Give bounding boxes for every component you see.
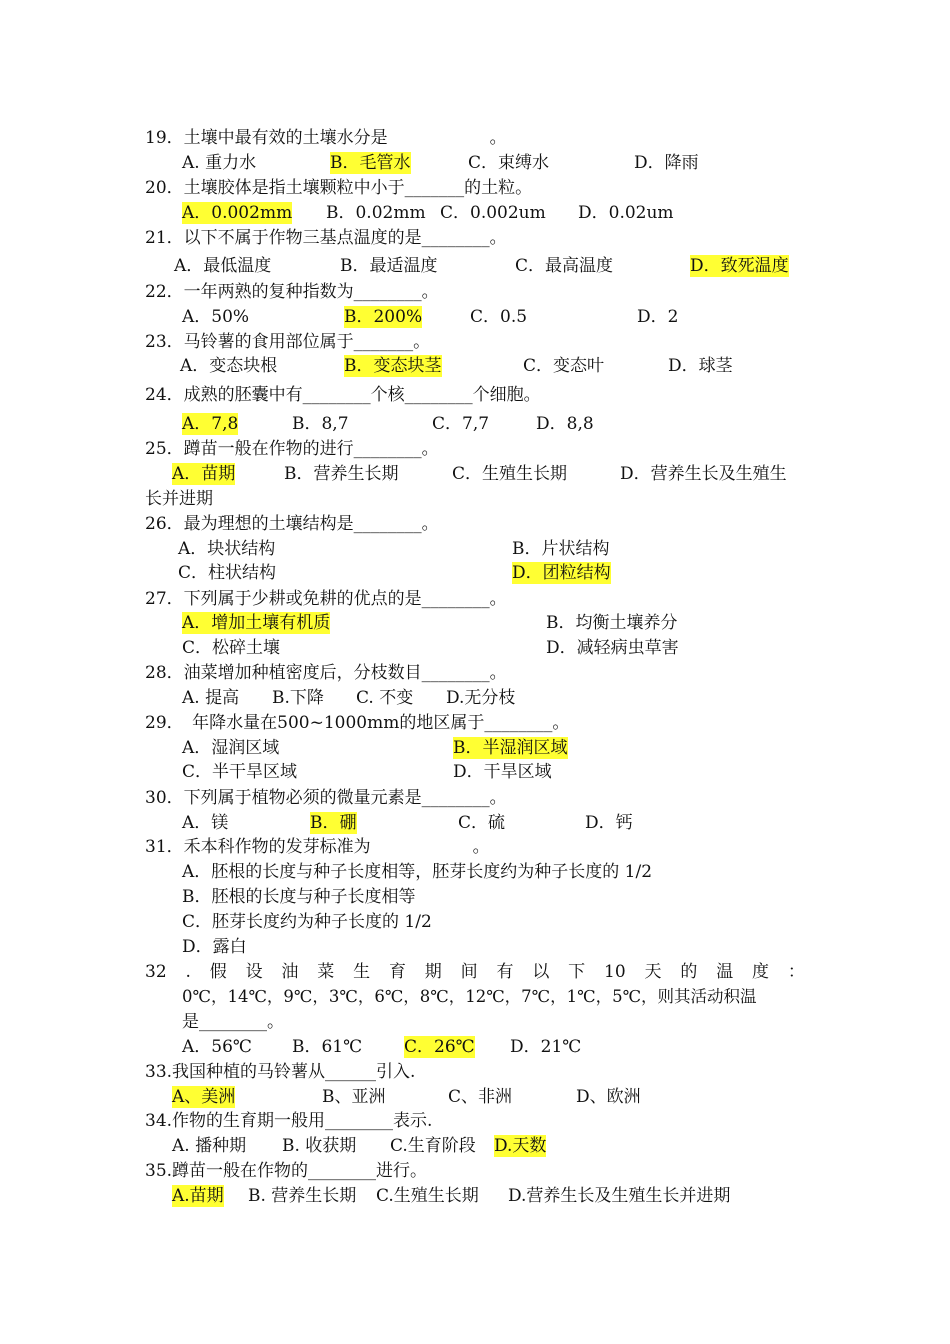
option: D．21℃ [510, 1037, 582, 1057]
option: C．0.5 [470, 307, 528, 327]
question-stem: 21．以下不属于作物三基点温度的是________。 [145, 228, 507, 248]
option: A．变态块根 [180, 356, 278, 376]
stem-part: 度 [752, 962, 770, 982]
option: B．片状结构 [512, 539, 610, 559]
option: A．56℃ [182, 1037, 252, 1057]
option-answer: A．增加土壤有机质 [182, 613, 331, 633]
question-stem: 34.作物的生育期一般用________表示. [145, 1111, 433, 1131]
option: D.营养生长及生殖生长并进期 [508, 1186, 731, 1206]
option: A．块状结构 [178, 539, 276, 559]
option-answer: A.苗期 [172, 1186, 224, 1206]
stem-part: 期 [424, 962, 442, 982]
stem-part: 以 [532, 962, 550, 982]
option: A．胚根的长度与种子长度相等，胚芽长度约为种子长度的 1/2 [182, 862, 653, 882]
option: D．露白 [182, 937, 247, 957]
option: A. 播种期 [172, 1136, 247, 1156]
stem-part: 油 [281, 962, 299, 982]
option-answer: D.天数 [494, 1136, 547, 1156]
stem-part: 的 [680, 962, 698, 982]
question-stem: 26．最为理想的土壤结构是________。 [145, 514, 439, 534]
question-stem: 35.蹲苗一般在作物的________进行。 [145, 1161, 428, 1181]
question-stem: 30．下列属于植物必须的微量元素是________。 [145, 788, 507, 808]
option-continuation: 长并进期 [145, 489, 213, 509]
option: D．钙 [585, 813, 633, 833]
option: A．湿润区域 [182, 738, 280, 758]
option: D．营养生长及生殖生 [620, 464, 787, 484]
stem-part: 菜 [317, 962, 335, 982]
option: C．胚芽长度约为种子长度的 1/2 [182, 912, 432, 932]
option: B.下降 [272, 688, 324, 708]
question-stem: 24．成熟的胚囊中有________个核________个细胞。 [145, 385, 541, 405]
question-stem-line: 0℃，14℃，9℃，3℃，6℃，8℃，12℃，7℃，1℃，5℃，则其活动积温 [182, 987, 757, 1006]
option: A．镁 [182, 813, 229, 833]
option: B．营养生长期 [284, 464, 399, 484]
question-stem: 27．下列属于少耕或免耕的优点的是________。 [145, 589, 507, 609]
option: D．8,8 [536, 414, 594, 434]
option: C．最高温度 [515, 256, 614, 276]
option: B．0.02mm [326, 203, 426, 223]
stem-part: 间 [460, 962, 478, 982]
option: D、欧洲 [576, 1087, 641, 1107]
option: A．最低温度 [174, 256, 272, 276]
question-stem: 28．油菜增加种植密度后，分枝数目________。 [145, 663, 507, 683]
stem-part: . [185, 962, 191, 982]
option: D．球茎 [668, 356, 733, 376]
option: B. 收获期 [282, 1136, 357, 1156]
question-stem: 25．蹲苗一般在作物的进行________。 [145, 439, 439, 459]
option-answer: A．7,8 [182, 414, 239, 434]
option: A．50% [182, 307, 250, 327]
option: D.无分枝 [446, 688, 516, 708]
option: B．均衡土壤养分 [546, 613, 678, 633]
option: A. 提高 [182, 688, 240, 708]
option: C．松碎土壤 [182, 638, 281, 658]
option: D．降雨 [634, 153, 699, 173]
question-stem: 19．土壤中最有效的土壤水分是 。 [145, 128, 507, 148]
option: C．7,7 [432, 414, 490, 434]
stem-part: 天 [644, 962, 662, 982]
option: C．变态叶 [523, 356, 605, 376]
option-answer: A．0.002mm [182, 203, 293, 223]
option: B．最适温度 [340, 256, 438, 276]
option: C.生育阶段 [390, 1136, 476, 1156]
option: B、亚洲 [322, 1087, 386, 1107]
option: B. 营养生长期 [248, 1186, 357, 1206]
question-stem-line: 是________。 [182, 1012, 284, 1032]
stem-part: 温 [716, 962, 734, 982]
option-answer: B．200% [344, 307, 423, 327]
option: C．硫 [458, 813, 506, 833]
option: B．61℃ [292, 1037, 363, 1057]
option: C．柱状结构 [178, 563, 277, 583]
option-answer: B．硼 [310, 813, 357, 833]
stem-part: 假 [209, 962, 227, 982]
option: D．0.02um [578, 203, 674, 223]
option: C．束缚水 [468, 153, 550, 173]
stem-part: 10 [604, 962, 626, 982]
option-answer: A、美洲 [172, 1087, 236, 1107]
option: C、非洲 [448, 1087, 513, 1107]
stem-part: ： [787, 962, 805, 982]
stem-part: 有 [496, 962, 514, 982]
option-answer: B．变态块茎 [344, 356, 442, 376]
question-stem: 20．土壤胶体是指土壤颗粒中小于_______的土粒。 [145, 178, 533, 198]
option: D．干旱区域 [453, 762, 552, 782]
option: C. 不变 [356, 688, 414, 708]
question-stem: 31．禾本科作物的发芽标准为 。 [145, 837, 490, 857]
stem-part: 育 [388, 962, 406, 982]
stem-part: 设 [245, 962, 263, 982]
option: D．2 [637, 307, 679, 327]
question-stem: 23．马铃薯的食用部位属于_______。 [145, 332, 431, 352]
option-answer: C．26℃ [404, 1037, 475, 1057]
question-stem [145, 961, 805, 983]
option: C．半干旱区域 [182, 762, 298, 782]
stem-part: 32 [145, 962, 167, 982]
option-answer: B．毛管水 [330, 153, 411, 173]
stem-part: 下 [568, 962, 586, 982]
question-stem: 22．一年两熟的复种指数为________。 [145, 282, 439, 302]
question-stem: 29． 年降水量在500~1000mm的地区属于________。 [145, 713, 570, 733]
option-answer: D．团粒结构 [512, 563, 611, 583]
question-stem: 33.我国种植的马铃薯从______引入. [145, 1062, 416, 1082]
stem-part: 生 [353, 962, 371, 982]
option: C．生殖生长期 [452, 464, 568, 484]
option: B．8,7 [292, 414, 349, 434]
option: C.生殖生长期 [376, 1186, 479, 1206]
option: D．减轻病虫草害 [546, 638, 679, 658]
option-answer: D．致死温度 [690, 256, 789, 276]
option: B．胚根的长度与种子长度相等 [182, 887, 416, 907]
option-answer: B．半湿润区域 [453, 738, 568, 758]
option-answer: A．苗期 [172, 464, 236, 484]
option: A. 重力水 [182, 153, 257, 173]
option: C．0.002um [440, 203, 546, 223]
